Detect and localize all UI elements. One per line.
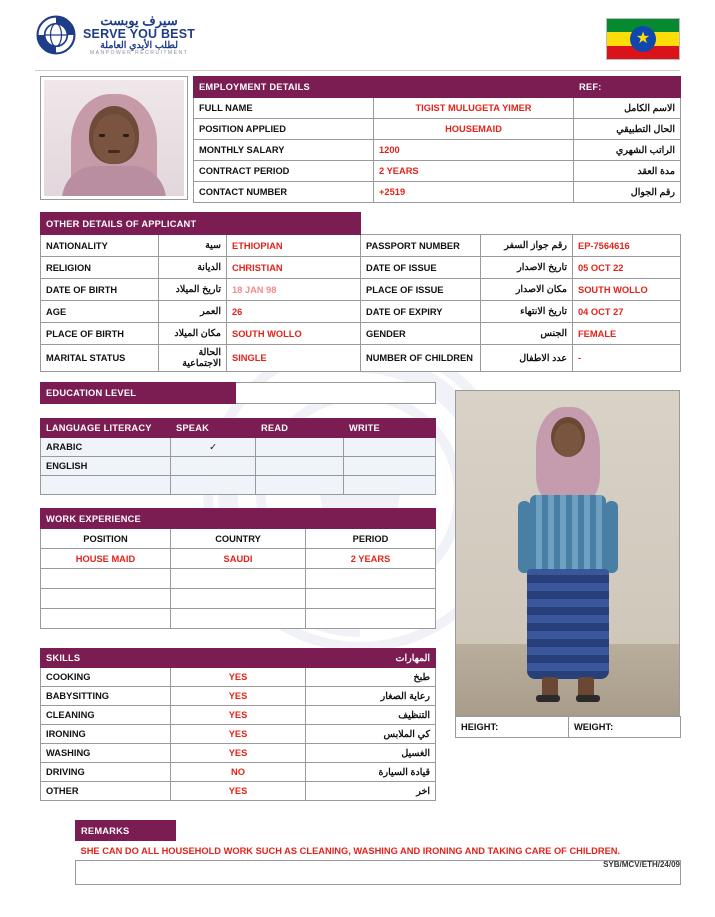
skill-ironing-value: YES xyxy=(171,725,306,744)
table-row xyxy=(41,725,436,744)
table-row xyxy=(41,457,436,476)
place-of-issue-arabic: مكان الاصدار xyxy=(481,279,573,301)
employment-details-table xyxy=(193,76,681,203)
language-literacy-header: LANGUAGE LITERACY xyxy=(41,419,171,438)
skill-cooking-value: YES xyxy=(171,668,306,687)
other-details-header: OTHER DETAILS OF APPLICANT xyxy=(41,213,361,235)
work-position-2 xyxy=(41,569,171,589)
work-col-position: POSITION xyxy=(41,529,171,549)
table-row xyxy=(41,706,436,725)
skills-header-arabic: المهارات xyxy=(306,649,436,668)
full-name-value: TIGIST MULUGETA YIMER xyxy=(374,98,574,119)
skill-washing-value: YES xyxy=(171,744,306,763)
passport-number-arabic: رقم جواز السفر xyxy=(481,235,573,257)
date-of-expiry-value: 04 OCT 27 xyxy=(573,301,681,323)
ref-label: REF: xyxy=(574,77,681,98)
language-arabic-write xyxy=(344,438,436,457)
age-label: AGE xyxy=(41,301,159,323)
language-col-speak: SPEAK xyxy=(171,419,256,438)
height-label: HEIGHT: xyxy=(456,717,569,738)
work-position-3 xyxy=(41,589,171,609)
table-row xyxy=(41,235,681,257)
skill-other-value: YES xyxy=(171,782,306,801)
position-applied-label: POSITION APPLIED xyxy=(194,119,374,140)
work-country-2 xyxy=(171,569,306,589)
weight-label: WEIGHT: xyxy=(569,717,681,738)
table-row xyxy=(194,161,681,182)
number-of-children-label: NUMBER OF CHILDREN xyxy=(361,345,481,372)
skill-babysitting-label: BABYSITTING xyxy=(41,687,171,706)
table-row xyxy=(456,717,681,738)
education-level-value xyxy=(236,383,436,404)
language-blank-read xyxy=(256,476,344,495)
skills-table xyxy=(40,648,436,801)
table-row xyxy=(41,438,436,457)
education-level-table xyxy=(40,382,436,404)
date-of-issue-label: DATE OF ISSUE xyxy=(361,257,481,279)
date-of-expiry-label: DATE OF EXPIRY xyxy=(361,301,481,323)
gender-arabic: الجنس xyxy=(481,323,573,345)
place-of-birth-label: PLACE OF BIRTH xyxy=(41,323,159,345)
education-level-header: EDUCATION LEVEL xyxy=(41,383,236,404)
skill-washing-label: WASHING xyxy=(41,744,171,763)
skill-driving-arabic: قيادة السيارة xyxy=(306,763,436,782)
measurements-table xyxy=(455,716,681,738)
skill-cleaning-arabic: التنظيف xyxy=(306,706,436,725)
skills-header: SKILLS xyxy=(41,649,306,668)
language-english-read xyxy=(256,457,344,476)
table-row xyxy=(194,98,681,119)
contact-number-arabic: رقم الجوال xyxy=(574,182,681,203)
full-name-label: FULL NAME xyxy=(194,98,374,119)
place-of-birth-arabic: مكان الميلاد xyxy=(159,323,227,345)
date-of-issue-arabic: تاريخ الاصدار xyxy=(481,257,573,279)
document-header xyxy=(35,14,680,70)
work-position-1: HOUSE MAID xyxy=(41,549,171,569)
age-value: 26 xyxy=(227,301,361,323)
full-name-arabic: الاسم الكامل xyxy=(574,98,681,119)
place-of-birth-value: SOUTH WOLLO xyxy=(227,323,361,345)
passport-number-label: PASSPORT NUMBER xyxy=(361,235,481,257)
work-country-1: SAUDI xyxy=(171,549,306,569)
skill-babysitting-value: YES xyxy=(171,687,306,706)
table-row xyxy=(41,476,436,495)
marital-status-arabic: الحالة الاجتماعية xyxy=(159,345,227,372)
ethiopia-flag-icon: ★ xyxy=(606,18,680,60)
place-of-issue-label: PLACE OF ISSUE xyxy=(361,279,481,301)
table-row xyxy=(194,140,681,161)
language-english-speak xyxy=(171,457,256,476)
document-code: SYB/MCV/ETH/24/09 xyxy=(603,860,680,869)
language-blank-speak xyxy=(171,476,256,495)
skill-babysitting-arabic: رعاية الصغار xyxy=(306,687,436,706)
table-row xyxy=(41,687,436,706)
brand-arabic-name: سيرف يوبست xyxy=(100,13,178,28)
table-row xyxy=(41,301,681,323)
skill-washing-arabic: الغسيل xyxy=(306,744,436,763)
table-row xyxy=(41,609,436,629)
table-row xyxy=(41,668,436,687)
language-english-write xyxy=(344,457,436,476)
position-applied-arabic: الحال التطبيقي xyxy=(574,119,681,140)
work-col-country: COUNTRY xyxy=(171,529,306,549)
nationality-value: ETHIOPIAN xyxy=(227,235,361,257)
skill-cleaning-label: CLEANING xyxy=(41,706,171,725)
table-row xyxy=(41,569,436,589)
table-row xyxy=(41,744,436,763)
place-of-issue-value: SOUTH WOLLO xyxy=(573,279,681,301)
skill-cooking-arabic: طبخ xyxy=(306,668,436,687)
date-of-birth-value: 18 JAN 98 xyxy=(227,279,361,301)
table-row xyxy=(41,323,681,345)
work-position-4 xyxy=(41,609,171,629)
religion-label: RELIGION xyxy=(41,257,159,279)
language-arabic-speak: ✓ xyxy=(171,438,256,457)
language-col-write: WRITE xyxy=(344,419,436,438)
language-name-blank xyxy=(41,476,171,495)
remarks-text: SHE CAN DO ALL HOUSEHOLD WORK SUCH AS CLEANING, WASHING AND IRONING AND TAKING CARE OF CHILDREN. xyxy=(80,845,621,856)
skill-ironing-arabic: كي الملابس xyxy=(306,725,436,744)
date-of-birth-label: DATE OF BIRTH xyxy=(41,279,159,301)
contract-period-value: 2 YEARS xyxy=(374,161,574,182)
work-period-2 xyxy=(306,569,436,589)
table-row xyxy=(41,589,436,609)
work-experience-header: WORK EXPERIENCE xyxy=(41,509,436,529)
skill-cooking-label: COOKING xyxy=(41,668,171,687)
skill-other-arabic: اخر xyxy=(306,782,436,801)
work-col-period: PERIOD xyxy=(306,529,436,549)
brand-arabic-sub: لطلب الأيدي العاملة xyxy=(100,39,178,51)
brand-english-name: SERVE YOU BEST xyxy=(83,26,196,41)
date-of-issue-value: 05 OCT 22 xyxy=(573,257,681,279)
number-of-children-arabic: عدد الاطفال xyxy=(481,345,573,372)
table-row xyxy=(41,549,436,569)
skill-other-label: OTHER xyxy=(41,782,171,801)
work-experience-table xyxy=(40,508,436,629)
skill-cleaning-value: YES xyxy=(171,706,306,725)
religion-arabic: الديانة xyxy=(159,257,227,279)
employment-header: EMPLOYMENT DETAILS xyxy=(194,77,574,98)
language-blank-write xyxy=(344,476,436,495)
skill-driving-label: DRIVING xyxy=(41,763,171,782)
work-period-4 xyxy=(306,609,436,629)
header-divider xyxy=(35,70,680,71)
table-row xyxy=(194,182,681,203)
table-row xyxy=(41,345,681,372)
marital-status-label: MARITAL STATUS xyxy=(41,345,159,372)
remarks-header: REMARKS xyxy=(76,821,176,841)
brand-english-sub: MANPOWER RECRUITMENT xyxy=(89,49,189,56)
work-period-3 xyxy=(306,589,436,609)
contract-period-label: CONTRACT PERIOD xyxy=(194,161,374,182)
language-literacy-table xyxy=(40,418,436,495)
position-applied-value: HOUSEMAID xyxy=(374,119,574,140)
remarks-section xyxy=(75,820,680,885)
nationality-arabic: سية xyxy=(159,235,227,257)
age-arabic: العمر xyxy=(159,301,227,323)
gender-value: FEMALE xyxy=(573,323,681,345)
contact-number-value: +2519 xyxy=(374,182,574,203)
monthly-salary-value: 1200 xyxy=(374,140,574,161)
table-row xyxy=(41,763,436,782)
religion-value: CHRISTIAN xyxy=(227,257,361,279)
remarks-blank-line xyxy=(76,861,681,885)
date-of-birth-arabic: تاريخ الميلاد xyxy=(159,279,227,301)
table-row xyxy=(194,119,681,140)
skill-ironing-label: IRONING xyxy=(41,725,171,744)
language-col-read: READ xyxy=(256,419,344,438)
monthly-salary-arabic: الراتب الشهري xyxy=(574,140,681,161)
table-row xyxy=(41,279,681,301)
table-row xyxy=(41,257,681,279)
applicant-full-body-photo xyxy=(455,390,680,716)
skill-driving-value: NO xyxy=(171,763,306,782)
company-logo xyxy=(35,14,195,56)
language-name-arabic: ARABIC xyxy=(41,438,171,457)
language-arabic-read xyxy=(256,438,344,457)
number-of-children-value: - xyxy=(573,345,681,372)
nationality-label: NATIONALITY xyxy=(41,235,159,257)
other-details-table xyxy=(40,212,681,372)
passport-number-value: EP-7564616 xyxy=(573,235,681,257)
marital-status-value: SINGLE xyxy=(227,345,361,372)
work-period-1: 2 YEARS xyxy=(306,549,436,569)
gender-label: GENDER xyxy=(361,323,481,345)
monthly-salary-label: MONTHLY SALARY xyxy=(194,140,374,161)
contact-number-label: CONTACT NUMBER xyxy=(194,182,374,203)
applicant-photo xyxy=(40,76,188,200)
table-row xyxy=(41,782,436,801)
work-country-3 xyxy=(171,589,306,609)
language-name-english: ENGLISH xyxy=(41,457,171,476)
work-country-4 xyxy=(171,609,306,629)
date-of-expiry-arabic: تاريخ الانتهاء xyxy=(481,301,573,323)
contract-period-arabic: مدة العقد xyxy=(574,161,681,182)
globe-icon xyxy=(35,14,77,56)
